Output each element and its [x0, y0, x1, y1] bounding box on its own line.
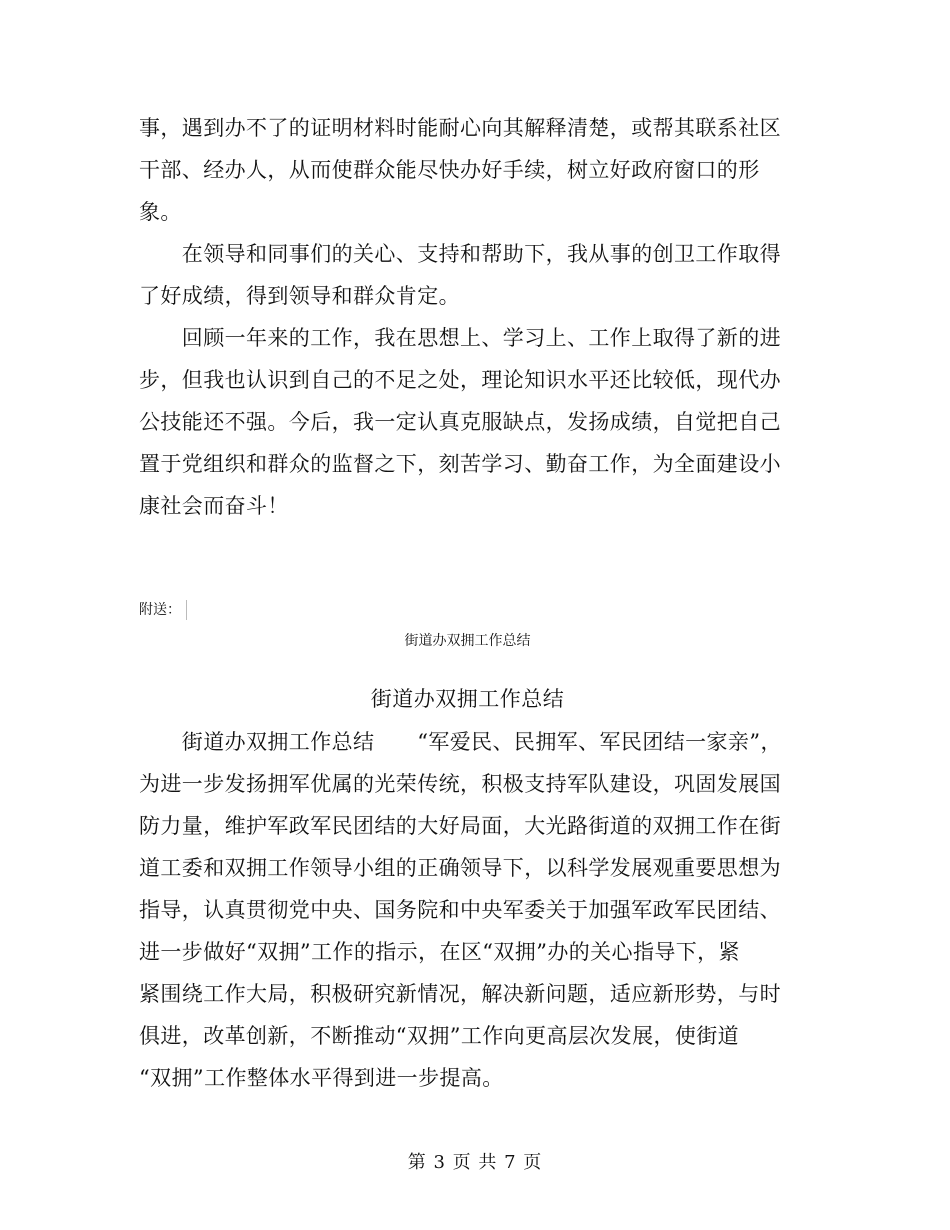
paragraph-line: 步，但我也认识到自己的不足之处，理论知识水平还比较低，现代办 — [139, 368, 781, 392]
paragraph-line: 干部、经办人，从而使群众能尽快办好手续，树立好政府窗口的形 — [139, 158, 760, 182]
paragraph-line: 事，遇到办不了的证明材料时能耐心向其解释清楚，或帮其联系社区 — [139, 116, 781, 140]
paragraph-line: 了好成绩，得到领导和群众肯定。 — [139, 284, 460, 308]
article-line: 为进一步发扬拥军优属的光荣传统，积极支持军队建设，巩固发展国 — [139, 772, 781, 796]
article-line: 防力量，维护军政军民团结的大好局面，大光路街道的双拥工作在街 — [139, 814, 781, 838]
attachment-header: 街道办双拥工作总结 — [404, 633, 531, 649]
article-line: 进一步做好“双拥”工作的指示，在区“双拥”办的关心指导下，紧 — [139, 940, 740, 964]
paragraph-line: 置于党组织和群众的监督之下，刻苦学习、勤奋工作，为全面建设小 — [139, 452, 781, 476]
article-line: 指导，认真贯彻党中央、国务院和中央军委关于加强军政军民团结、 — [139, 898, 781, 922]
attachment-label: 附送： — [139, 602, 181, 618]
article-line: 俱进，改革创新，不断推动“双拥”工作向更高层次发展，使街道 — [139, 1024, 740, 1048]
paragraph-line: 康社会而奋斗！ — [139, 494, 289, 518]
article-line: 道工委和双拥工作领导小组的正确领导下，以科学发展观重要思想为 — [139, 856, 781, 880]
paragraph-line: 回顾一年来的工作，我在思想上、学习上、工作上取得了新的进 — [139, 326, 781, 350]
paragraph-line: 象。 — [139, 200, 182, 224]
attachment-divider — [186, 600, 187, 620]
article-title: 街道办双拥工作总结 — [370, 687, 565, 711]
paragraph-line: 在领导和同事们的关心、支持和帮助下，我从事的创卫工作取得 — [139, 242, 781, 266]
paragraph-line: 公技能还不强。今后，我一定认真克服缺点，发扬成绩，自觉把自己 — [139, 410, 781, 434]
article-line: 街道办双拥工作总结 “军爱民、民拥军、军民团结一家亲”， — [139, 730, 782, 754]
article-line: 紧围绕工作大局，积极研究新情况，解决新问题，适应新形势，与时 — [139, 982, 781, 1006]
article-line: “双拥”工作整体水平得到进一步提高。 — [139, 1066, 504, 1090]
page-footer: 第 3 页 共 7 页 — [407, 1152, 543, 1173]
